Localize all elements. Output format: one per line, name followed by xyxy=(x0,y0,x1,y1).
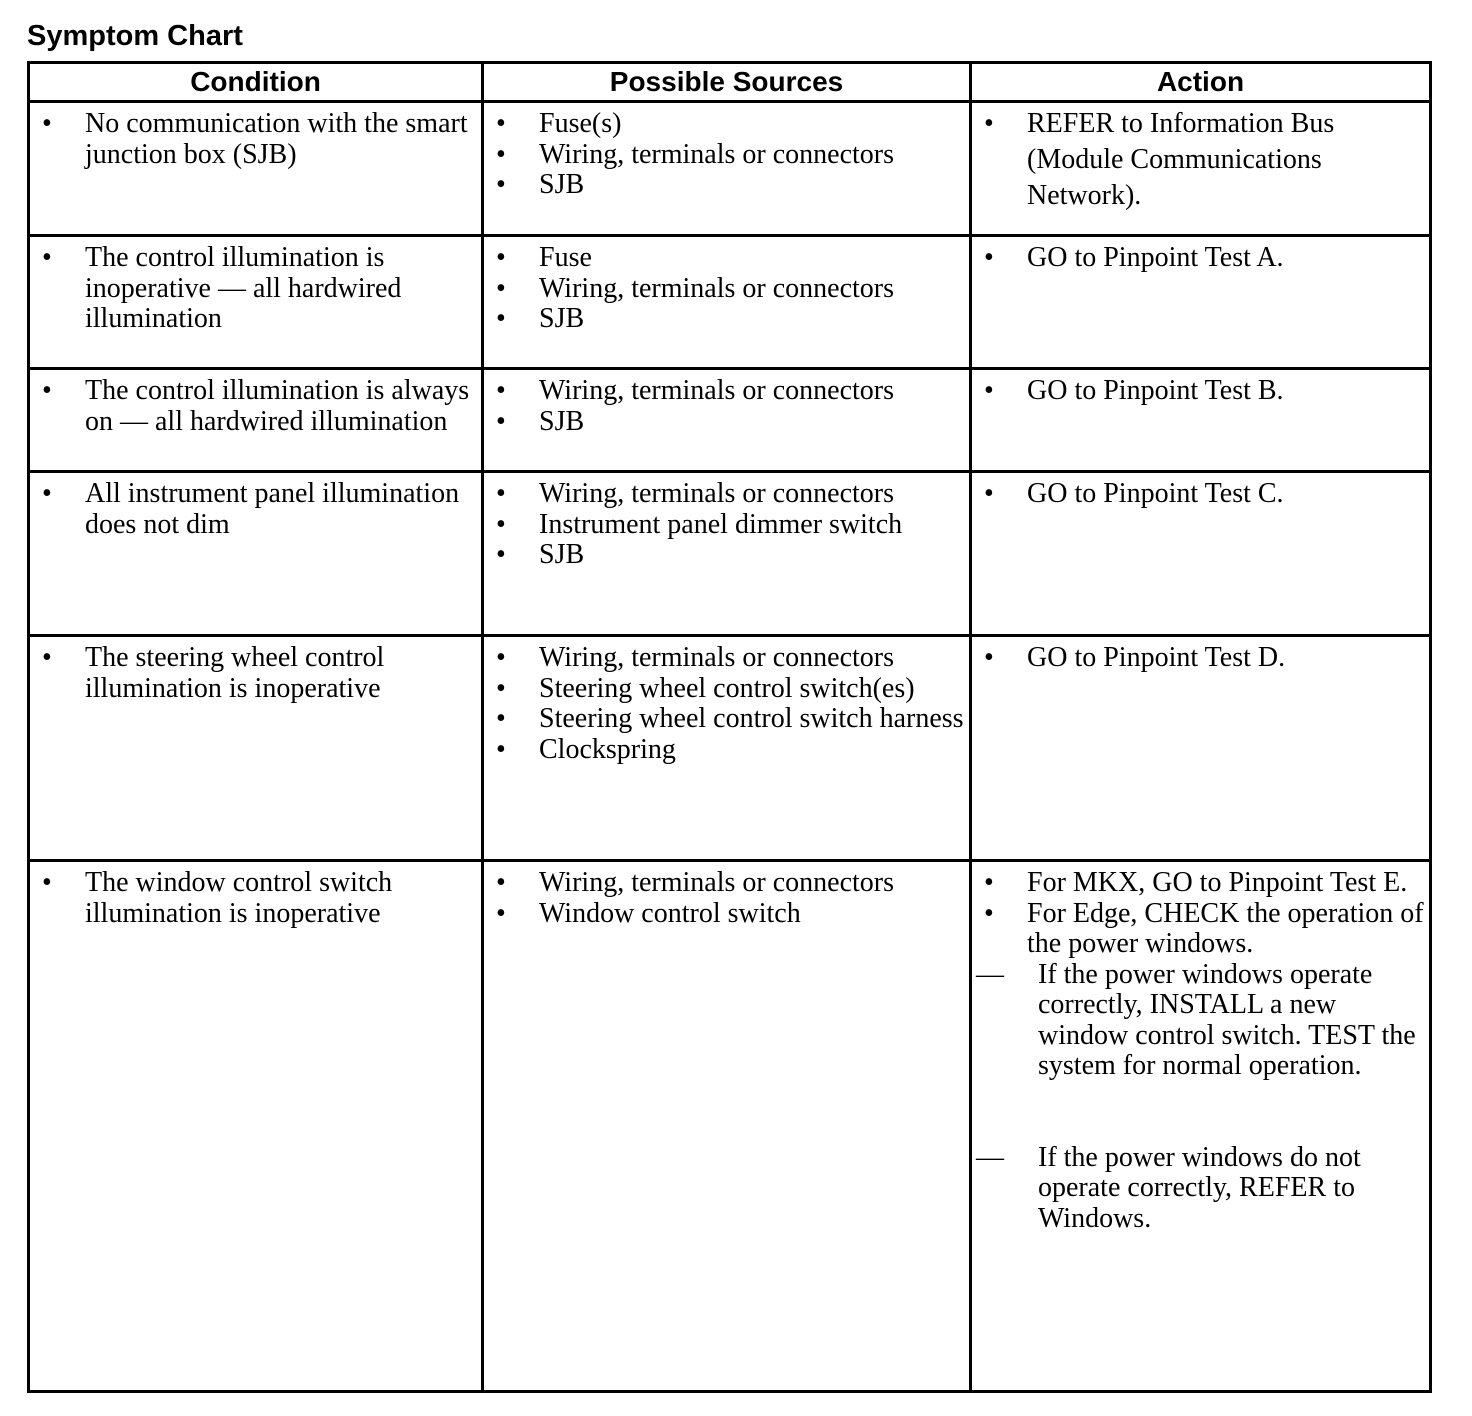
list-item: • The control illumination is always on — all hardwired illumination xyxy=(30,376,481,437)
table-row xyxy=(29,861,1431,1392)
list-item: • No communication with the smart junction box (SJB) xyxy=(30,109,481,170)
list-item: • Wiring, terminals or connectors xyxy=(484,274,969,305)
symptom-chart-table xyxy=(27,61,1432,1393)
action-cell xyxy=(971,636,1431,861)
list-item: • Steering wheel control switch(es) xyxy=(484,674,969,705)
table-row xyxy=(29,636,1431,861)
page-title: Symptom Chart xyxy=(27,20,243,52)
sub-list-item: — If the power windows operate correctly, INSTALL a new window control switch. TEST the system for normal operation. xyxy=(972,960,1429,1082)
list-item: • Wiring, terminals or connectors xyxy=(484,643,969,674)
list-item: • SJB xyxy=(484,407,969,438)
table-row xyxy=(29,369,1431,472)
list-item: • Wiring, terminals or connectors xyxy=(484,479,969,510)
list-item: • GO to Pinpoint Test C. xyxy=(972,479,1429,510)
list-item: • Wiring, terminals or connectors xyxy=(484,868,969,899)
action-cell xyxy=(971,236,1431,369)
list-item: • GO to Pinpoint Test B. xyxy=(972,376,1429,407)
list-item: • The steering wheel control illumination is inoperative xyxy=(30,643,481,704)
header-row xyxy=(29,63,1431,102)
table-row xyxy=(29,236,1431,369)
list-item: • SJB xyxy=(484,170,969,201)
action-cell xyxy=(971,369,1431,472)
action-cell xyxy=(971,102,1431,236)
header-condition: Condition xyxy=(29,63,483,102)
condition-cell xyxy=(29,636,483,861)
condition-cell xyxy=(29,472,483,636)
sources-cell xyxy=(483,636,971,861)
table-row xyxy=(29,472,1431,636)
table-row xyxy=(29,102,1431,236)
list-item: • For Edge, CHECK the operation of the power windows. xyxy=(972,899,1429,960)
sources-cell xyxy=(483,369,971,472)
list-item: • GO to Pinpoint Test A. xyxy=(972,243,1429,274)
header-possible-sources: Possible Sources xyxy=(483,63,971,102)
list-item: • Wiring, terminals or connectors xyxy=(484,140,969,171)
list-item: • The window control switch illumination is inoperative xyxy=(30,868,481,929)
list-item: • Fuse(s) xyxy=(484,109,969,140)
list-item: • For MKX, GO to Pinpoint Test E. xyxy=(972,868,1429,899)
sub-list-item: — If the power windows do not operate correctly, REFER to Windows. xyxy=(972,1143,1429,1235)
list-item: • Wiring, terminals or connectors xyxy=(484,376,969,407)
sources-cell xyxy=(483,236,971,369)
list-item: • SJB xyxy=(484,540,969,571)
list-item: • SJB xyxy=(484,304,969,335)
condition-cell xyxy=(29,236,483,369)
list-item: • The control illumination is inoperative — all hardwired illumination xyxy=(30,243,481,335)
list-item: • GO to Pinpoint Test D. xyxy=(972,643,1429,674)
list-item: • Clockspring xyxy=(484,735,969,766)
sources-cell xyxy=(483,472,971,636)
condition-cell xyxy=(29,102,483,236)
list-item: • Steering wheel control switch harness xyxy=(484,704,969,735)
condition-cell xyxy=(29,861,483,1392)
list-item: • Window control switch xyxy=(484,899,969,930)
list-item: • Fuse xyxy=(484,243,969,274)
sources-cell xyxy=(483,861,971,1392)
list-item: • Instrument panel dimmer switch xyxy=(484,510,969,541)
header-action: Action xyxy=(971,63,1431,102)
condition-cell xyxy=(29,369,483,472)
list-item: • REFER to Information Bus (Module Communications Network). xyxy=(972,106,1429,214)
list-item: • All instrument panel illumination does not dim xyxy=(30,479,481,540)
sources-cell xyxy=(483,102,971,236)
action-cell xyxy=(971,861,1431,1392)
action-cell xyxy=(971,472,1431,636)
